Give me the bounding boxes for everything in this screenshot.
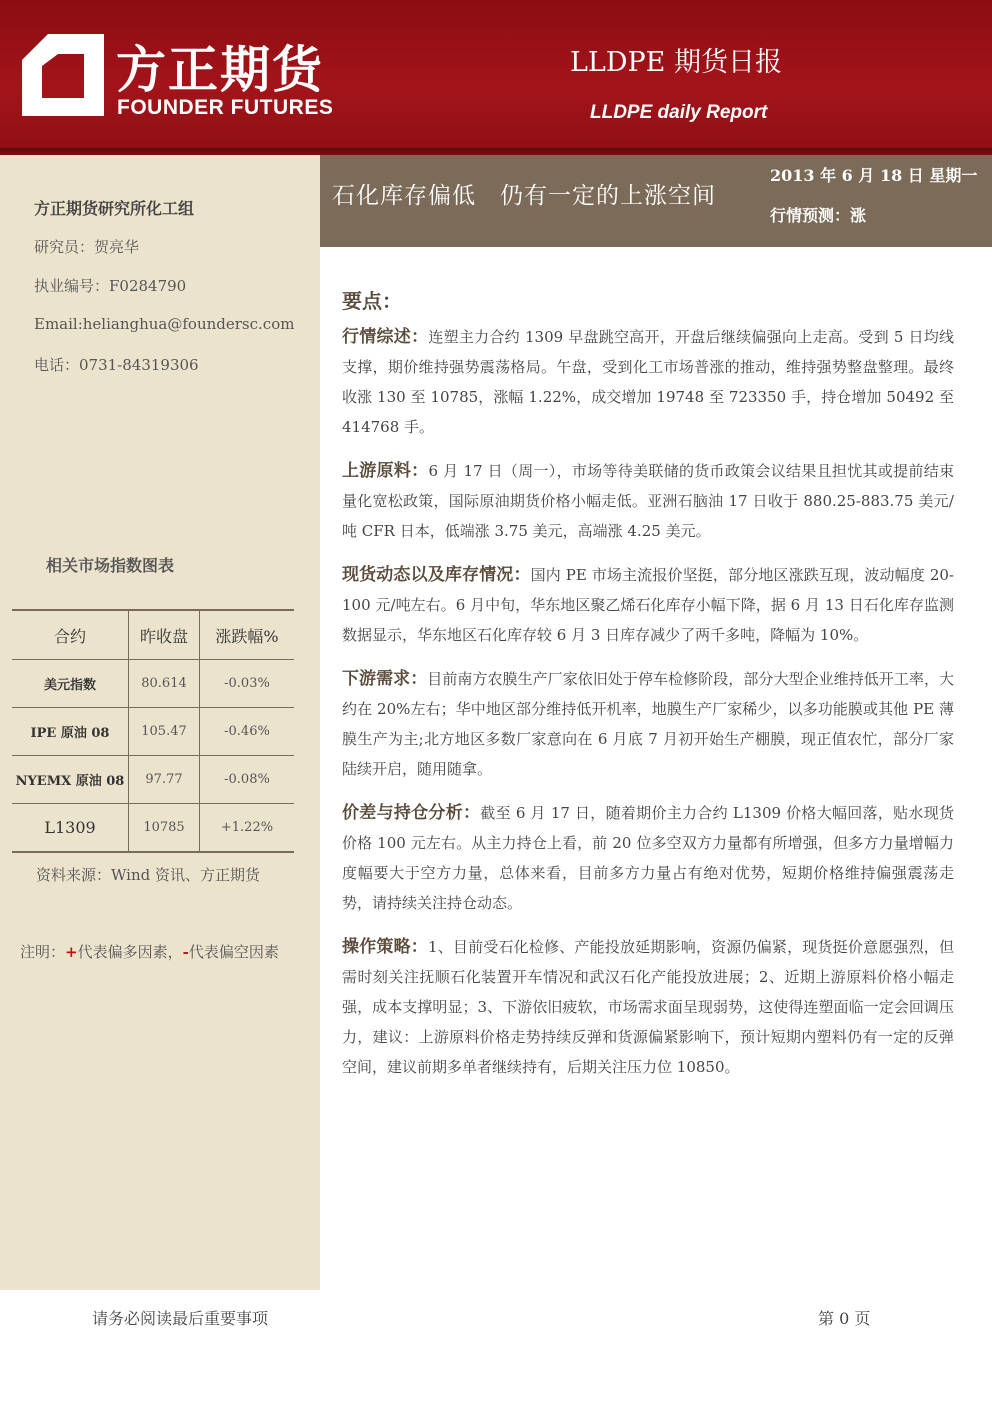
prev-close-value: 105.47 (129, 708, 200, 756)
column-header-contract: 合约 (12, 610, 129, 660)
market-index-table (12, 609, 294, 853)
section-label: 价差与持仓分析： (342, 803, 481, 823)
report-header (0, 0, 992, 155)
section-label: 下游需求： (342, 669, 428, 689)
section-text: 6 月 17 日（周一），市场等待美联储的货币政策会议结果且担忧其或提前结束量化宽松政策，国际原油期货价格小幅走低。亚洲石脑油 17 日收于 880.25-883.75 美元/吨 CFR 日本，低端涨 3.75 美元，高端涨 4.25 美元。 (342, 462, 954, 540)
logo-english-name: FOUNDER FUTURES (117, 96, 334, 119)
prev-close-value: 10785 (129, 804, 200, 853)
table-row (12, 756, 294, 804)
note-prefix: 注明： (20, 943, 66, 961)
change-value: -0.46% (200, 708, 295, 756)
table-header-row (12, 610, 294, 660)
section-upstream (342, 456, 954, 546)
report-subtitle: LLDPE daily Report (590, 102, 768, 123)
contract-name: IPE 原油 08 (12, 708, 129, 756)
founder-logo-icon (22, 34, 104, 116)
logo-chinese-name: 方正期货 (116, 41, 324, 99)
section-spread-position (342, 798, 954, 918)
section-downstream (342, 664, 954, 784)
data-source: 资料来源：Wind 资讯、方正期货 (36, 866, 260, 884)
change-value: -0.03% (200, 660, 295, 708)
report-date: 2013 年 6 月 18 日 星期一 (770, 166, 978, 185)
table-row (12, 708, 294, 756)
report-title: LLDPE 期货日报 (570, 47, 782, 78)
column-header-close: 昨收盘 (129, 610, 200, 660)
change-value: +1.22% (200, 804, 295, 853)
analyst-name: 研究员：贺亮华 (34, 238, 140, 256)
market-table-title: 相关市场指数图表 (46, 556, 175, 575)
phone-number: 电话：0731-84319306 (34, 356, 199, 374)
section-text: 国内 PE 市场主流报价坚挺，部分地区涨跌互现，波动幅度 20-100 元/吨左右。6 月中旬，华东地区聚乙烯石化库存小幅下降，据 6 月 13 日石化库存监测数据显示，华东地区石化库存较 6 月 3 日库存减少了两千多吨，降幅为 10%。 (342, 566, 954, 644)
section-label: 操作策略： (342, 937, 428, 957)
main-content (342, 285, 954, 1096)
headline: 石化库存偏低 仍有一定的上涨空间 (332, 183, 716, 209)
change-value: -0.08% (200, 756, 295, 804)
table-row (12, 660, 294, 708)
prev-close-value: 80.614 (129, 660, 200, 708)
section-market-summary (342, 322, 954, 442)
section-text: 目前南方农膜生产厂家依旧处于停车检修阶段，部分大型企业维持低开工率，大约在 20%左右；华中地区部分维持低开机率，地膜生产厂家稀少，以多功能膜或其他 PE 薄膜生产为主;北方地区多数厂家意向在 6 月底 7 月初开始生产棚膜，现正值农忙，部分厂家陆续开启，随用随拿。 (342, 670, 954, 778)
prev-close-value: 97.77 (129, 756, 200, 804)
contract-name: NYEMX 原油 08 (12, 756, 129, 804)
section-label: 上游原料： (342, 461, 429, 481)
section-spot-inventory (342, 560, 954, 650)
page-number: 第 0 页 (818, 1309, 871, 1328)
contract-name: 美元指数 (12, 660, 129, 708)
table-row (12, 804, 294, 853)
legend-note (20, 941, 279, 962)
note-end: 代表偏空因素 (188, 943, 279, 961)
section-label: 行情综述： (342, 327, 429, 347)
section-text: 截至 6 月 17 日，随着期价主力合约 L1309 价格大幅回落，贴水现货价格 100 元左右。从主力持仓上看，前 20 位多空双方力量都有所增强，但多方力量增幅力度幅要大于空方力量，总体来看，目前多方力量占有绝对优势，短期价格维持偏强震荡走势，请持续关注持仓动态。 (342, 804, 954, 912)
section-text: 连塑主力合约 1309 早盘跳空高开，开盘后继续偏强向上走高。受到 5 日均线支撑，期价维持强势震荡格局。午盘，受到化工市场普涨的推动，维持强势整盘整理。最终收涨 130 至 10785，涨幅 1.22%，成交增加 19748 至 723350 手，持仓增加 50492 至 414768 手。 (342, 328, 954, 436)
column-header-change: 涨跌幅% (200, 610, 295, 660)
section-strategy (342, 932, 954, 1082)
key-points-heading: 要点： (342, 289, 402, 313)
email-address[interactable]: Email:helianghua@foundersc.com (34, 315, 295, 333)
section-text: 1、目前受石化检修、产能投放延期影响，资源仍偏紧，现货挺价意愿强烈，但需时刻关注抚顺石化装置开车情况和武汉石化产能投放进展；2、近期上游原料价格小幅走强，成本支撑明显；3、下游依旧疲软，市场需求面呈现弱势，这使得连塑面临一定会回调压力，建议：上游原料价格走势持续反弹和货源偏紧影响下，预计短期内塑料仍有一定的反弹空间，建议前期多单者继续持有，后期关注压力位 10850。 (342, 938, 954, 1076)
forecast-label: 行情预测：涨 (770, 206, 867, 225)
contract-name: L1309 (12, 804, 129, 853)
note-minus-sign: - (182, 943, 189, 961)
license-number: 执业编号：F0284790 (34, 277, 187, 295)
footer-disclaimer: 请务必阅读最后重要事项 (92, 1309, 269, 1328)
note-mid: 代表偏多因素， (77, 943, 183, 961)
note-plus-sign: + (65, 943, 78, 961)
title-bar (320, 155, 992, 247)
research-group: 方正期货研究所化工组 (34, 199, 195, 218)
section-label: 现货动态以及库存情况： (342, 565, 531, 585)
